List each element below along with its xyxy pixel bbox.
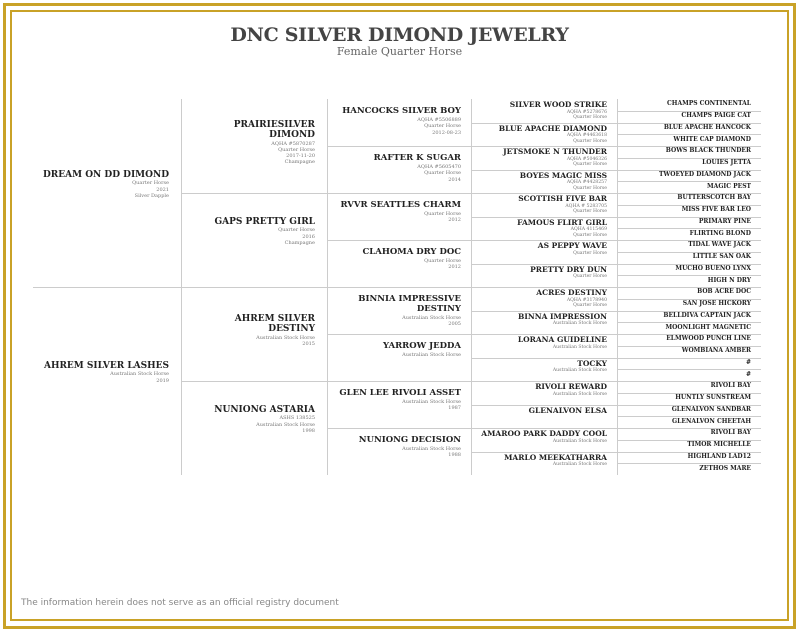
horse-name: RIVOLI BAY xyxy=(710,429,751,437)
pedigree-chart xyxy=(33,99,761,475)
horse-detail: Quarter Horse xyxy=(278,227,315,234)
ancestor-gen2 xyxy=(181,381,327,475)
ancestor-gen5 xyxy=(617,146,761,158)
ancestor-gen1 xyxy=(33,287,181,475)
horse-name: ELMWOOD PUNCH LINE xyxy=(666,335,751,343)
horse-detail: Australian Stock Horse xyxy=(110,371,169,378)
ancestor-gen4 xyxy=(471,311,617,335)
horse-detail: Australian Stock Horse xyxy=(256,421,315,428)
ancestor-gen5 xyxy=(617,322,761,334)
ancestor-gen4 xyxy=(471,405,617,429)
horse-name: RVVR SEATTLES CHARM xyxy=(340,200,461,211)
horse-detail: Quarter Horse xyxy=(573,303,607,309)
horse-detail: Australian Stock Horse xyxy=(552,344,607,350)
ancestor-gen5 xyxy=(617,205,761,217)
ancestor-gen3 xyxy=(327,428,471,475)
horse-detail: Quarter Horse xyxy=(424,211,461,218)
horse-name: MARLO MEEKATHARRA xyxy=(504,452,607,462)
ancestor-gen5 xyxy=(617,217,761,229)
horse-name: AMAROO PARK DADDY COOL xyxy=(481,429,607,438)
ancestor-gen5 xyxy=(617,463,761,475)
horse-name: AHREM SILVER LASHES xyxy=(43,361,169,371)
horse-name: BOYES MAGIC MISS xyxy=(519,170,607,180)
ancestor-gen4 xyxy=(471,334,617,358)
horse-name: FLIRTING BLOND xyxy=(689,229,751,237)
horse-detail: 2016 xyxy=(302,233,315,240)
ancestor-gen5 xyxy=(617,134,761,146)
horse-name: RIVOLI REWARD xyxy=(535,382,607,391)
horse-detail: Australian Stock Horse xyxy=(256,334,315,341)
horse-name: MUCHO BUENO LYNX xyxy=(675,264,751,272)
horse-detail: 2012 xyxy=(448,264,461,271)
horse-detail: 2019 xyxy=(156,377,169,384)
horse-name: FAMOUS FLIRT GIRL xyxy=(517,217,607,227)
horse-name: BLUE APACHE DIAMOND xyxy=(498,123,607,133)
horse-detail: Quarter Horse xyxy=(278,146,315,153)
ancestor-gen5 xyxy=(617,358,761,370)
horse-detail: AQHA #3178940 xyxy=(566,297,607,303)
disclaimer-footer: The information herein does not serve as an official registry document xyxy=(21,598,339,608)
ancestor-gen3 xyxy=(327,334,471,381)
horse-detail: 2014 xyxy=(448,176,461,183)
horse-detail: 2005 xyxy=(448,321,461,328)
horse-name: HIGHLAND LAD12 xyxy=(687,452,751,460)
horse-name: GLENALVON CHEETAH xyxy=(672,417,751,425)
horse-detail: 1988 xyxy=(448,452,461,459)
ancestor-gen3 xyxy=(327,99,471,146)
horse-name: AS PEPPY WAVE xyxy=(537,241,607,250)
ancestor-gen5 xyxy=(617,311,761,323)
horse-detail: 2015 xyxy=(302,340,315,347)
horse-detail: 2021 xyxy=(156,186,169,193)
ancestor-gen2 xyxy=(181,287,327,381)
ancestor-gen5 xyxy=(617,452,761,464)
ancestor-gen5 xyxy=(617,428,761,440)
ancestor-gen4 xyxy=(471,123,617,147)
horse-name: JETSMOKE N THUNDER xyxy=(503,147,607,156)
horse-detail: 2017-11-20 xyxy=(286,153,315,160)
ancestor-gen5 xyxy=(617,240,761,252)
horse-detail: AQHA #5870287 xyxy=(271,140,315,147)
horse-detail: ASHS 138525 xyxy=(279,415,315,422)
ancestor-gen5 xyxy=(617,416,761,428)
horse-detail: Champagne xyxy=(284,239,315,246)
horse-detail: AQHA #5506889 xyxy=(417,117,461,124)
horse-name: ZETHOS MARE xyxy=(699,464,751,472)
ancestor-gen4 xyxy=(471,381,617,405)
horse-detail: Quarter Horse xyxy=(424,258,461,265)
horse-name: PRAIRIESILVER DIMOND xyxy=(233,120,315,141)
horse-detail: Quarter Horse xyxy=(573,138,607,144)
horse-name: CHAMPS PAIGE CAT xyxy=(681,112,751,120)
horse-name: TWOEYED DIAMOND JACK xyxy=(659,170,751,178)
horse-name: CLAHOMA DRY DOC xyxy=(362,247,461,258)
horse-name: WHITE CAP DIAMOND xyxy=(673,135,751,143)
horse-detail: Quarter Horse xyxy=(573,115,607,121)
horse-name: BOWS BLACK THUNDER xyxy=(665,147,751,155)
horse-detail: 2012 xyxy=(448,217,461,224)
ancestor-gen4 xyxy=(471,264,617,288)
horse-detail: Australian Stock Horse xyxy=(552,391,607,397)
horse-detail: Quarter Horse xyxy=(573,209,607,215)
horse-name: GLENALVON ELSA xyxy=(528,405,607,415)
ancestor-gen2 xyxy=(181,99,327,193)
ancestor-gen5 xyxy=(617,264,761,276)
ancestor-gen1 xyxy=(33,99,181,287)
ancestor-gen4 xyxy=(471,452,617,476)
ancestor-gen5 xyxy=(617,299,761,311)
horse-name: BUTTERSCOTCH BAY xyxy=(677,194,751,202)
horse-name: NUNIONG ASTARIA xyxy=(214,405,315,415)
horse-detail: Australian Stock Horse xyxy=(552,462,607,468)
horse-name: BELLDIVA CAPTAIN JACK xyxy=(663,311,751,319)
horse-name: MISS FIVE BAR LEO xyxy=(681,206,751,214)
ancestor-gen4 xyxy=(471,193,617,217)
ancestor-gen5 xyxy=(617,181,761,193)
horse-name: TOCKY xyxy=(577,358,607,368)
horse-name: BINNIA IMPRESSIVE DESTINY xyxy=(358,294,461,315)
horse-name: MAGIC PEST xyxy=(707,182,751,190)
horse-detail: 2012-08-23 xyxy=(432,129,461,136)
horse-detail: AQHA # 5283705 xyxy=(565,203,607,209)
ancestor-gen5 xyxy=(617,193,761,205)
horse-detail: Champagne xyxy=(284,159,315,166)
ancestor-gen5 xyxy=(617,369,761,381)
horse-name: HUNTLY SUNSTREAM xyxy=(675,394,751,402)
horse-name: RIVOLI BAY xyxy=(710,382,751,390)
horse-name: HIGH N DRY xyxy=(707,276,751,284)
horse-name: RAFTER K SUGAR xyxy=(373,153,461,164)
horse-name: PRETTY DRY DUN xyxy=(530,264,607,274)
ancestor-gen5 xyxy=(617,381,761,393)
horse-name: # xyxy=(745,358,751,366)
horse-detail: Australian Stock Horse xyxy=(552,438,607,444)
horse-detail: 1987 xyxy=(448,405,461,412)
horse-detail: Quarter Horse xyxy=(573,232,607,238)
horse-detail: AQHA 4115469 xyxy=(570,227,607,233)
horse-name: SCOTTISH FIVE BAR xyxy=(518,194,607,203)
horse-detail: Quarter Horse xyxy=(573,162,607,168)
horse-detail: AQHA #4428257 xyxy=(566,180,607,186)
ancestor-gen4 xyxy=(471,146,617,170)
horse-detail: AQHA #4463618 xyxy=(566,133,607,139)
horse-detail: Quarter Horse xyxy=(424,170,461,177)
page-subtitle: Female Quarter Horse xyxy=(336,45,463,58)
ancestor-gen3 xyxy=(327,146,471,193)
horse-detail: Quarter Horse xyxy=(573,274,607,280)
ancestor-gen4 xyxy=(471,170,617,194)
horse-detail: Silver Dapple xyxy=(134,192,169,199)
horse-detail: Australian Stock Horse xyxy=(402,352,461,359)
ancestor-gen5 xyxy=(617,275,761,287)
ancestor-gen5 xyxy=(617,346,761,358)
horse-detail: Quarter Horse xyxy=(573,185,607,191)
horse-name: DREAM ON DD DIMOND xyxy=(42,170,169,180)
horse-name: YARROW JEDDA xyxy=(383,341,461,352)
ancestor-gen5 xyxy=(617,393,761,405)
horse-name: BOB ACRE DOC xyxy=(697,288,751,296)
ancestor-gen5 xyxy=(617,123,761,135)
ancestor-gen5 xyxy=(617,111,761,123)
ancestor-gen5 xyxy=(617,99,761,111)
horse-name: LORANA GUIDELINE xyxy=(517,335,607,344)
horse-detail: Australian Stock Horse xyxy=(402,399,461,406)
horse-name: LOUIES JETTA xyxy=(702,159,751,167)
ancestor-gen4 xyxy=(471,99,617,123)
ancestor-gen5 xyxy=(617,228,761,240)
horse-name: LITTLE SAN OAK xyxy=(692,253,751,261)
ancestor-gen4 xyxy=(471,240,617,264)
horse-detail: 1998 xyxy=(302,427,315,434)
ancestor-gen5 xyxy=(617,287,761,299)
horse-name: GLENALVON SANDBAR xyxy=(671,405,751,413)
horse-name: HANCOCKS SILVER BOY xyxy=(342,106,461,117)
horse-name: MOONLIGHT MAGNETIC xyxy=(665,323,751,331)
horse-detail: Australian Stock Horse xyxy=(402,314,461,321)
horse-detail: Australian Stock Horse xyxy=(402,446,461,453)
ancestor-gen3 xyxy=(327,381,471,428)
horse-name: BINNA IMPRESSION xyxy=(518,311,607,321)
horse-name: NUNIONG DECISION xyxy=(358,435,461,446)
ancestor-gen4 xyxy=(471,428,617,452)
ancestor-gen5 xyxy=(617,440,761,452)
ancestor-gen4 xyxy=(471,358,617,382)
horse-name: TIMOR MICHELLE xyxy=(687,441,751,449)
ancestor-gen2 xyxy=(181,193,327,287)
horse-name: GAPS PRETTY GIRL xyxy=(214,217,315,227)
ancestor-gen5 xyxy=(617,158,761,170)
horse-name: TIDAL WAVE JACK xyxy=(688,241,751,249)
horse-detail: Quarter Horse xyxy=(132,180,169,187)
horse-name: CHAMPS CONTINENTAL xyxy=(667,100,751,108)
ancestor-gen3 xyxy=(327,193,471,240)
horse-detail: Quarter Horse xyxy=(573,250,607,256)
horse-name: SILVER WOOD STRIKE xyxy=(509,100,607,109)
ancestor-gen4 xyxy=(471,287,617,311)
horse-detail: Australian Stock Horse xyxy=(552,321,607,327)
ancestor-gen5 xyxy=(617,252,761,264)
ancestor-gen3 xyxy=(327,240,471,287)
ancestor-gen4 xyxy=(471,217,617,241)
horse-detail: AQHA #5278676 xyxy=(566,109,607,115)
horse-detail: AQHA #5605470 xyxy=(417,164,461,171)
horse-name: PRIMARY PINE xyxy=(698,217,751,225)
horse-name: AHREM SILVER DESTINY xyxy=(234,314,315,335)
horse-name: # xyxy=(745,370,751,378)
ancestor-gen5 xyxy=(617,405,761,417)
horse-detail: Australian Stock Horse xyxy=(552,368,607,374)
ancestor-gen5 xyxy=(617,334,761,346)
horse-detail: Quarter Horse xyxy=(424,123,461,130)
horse-name: BLUE APACHE HANCOCK xyxy=(663,123,751,131)
horse-detail: AQHA #5046326 xyxy=(566,156,607,162)
ancestor-gen3 xyxy=(327,287,471,334)
horse-name: WOMBIANA AMBER xyxy=(681,347,751,355)
horse-name: GLEN LEE RIVOLI ASSET xyxy=(339,388,461,399)
horse-name: ACRES DESTINY xyxy=(536,288,607,297)
ancestor-gen5 xyxy=(617,170,761,182)
horse-name: SAN JOSE HICKORY xyxy=(682,300,751,308)
page-title: DNC SILVER DIMOND JEWELRY xyxy=(230,24,569,46)
